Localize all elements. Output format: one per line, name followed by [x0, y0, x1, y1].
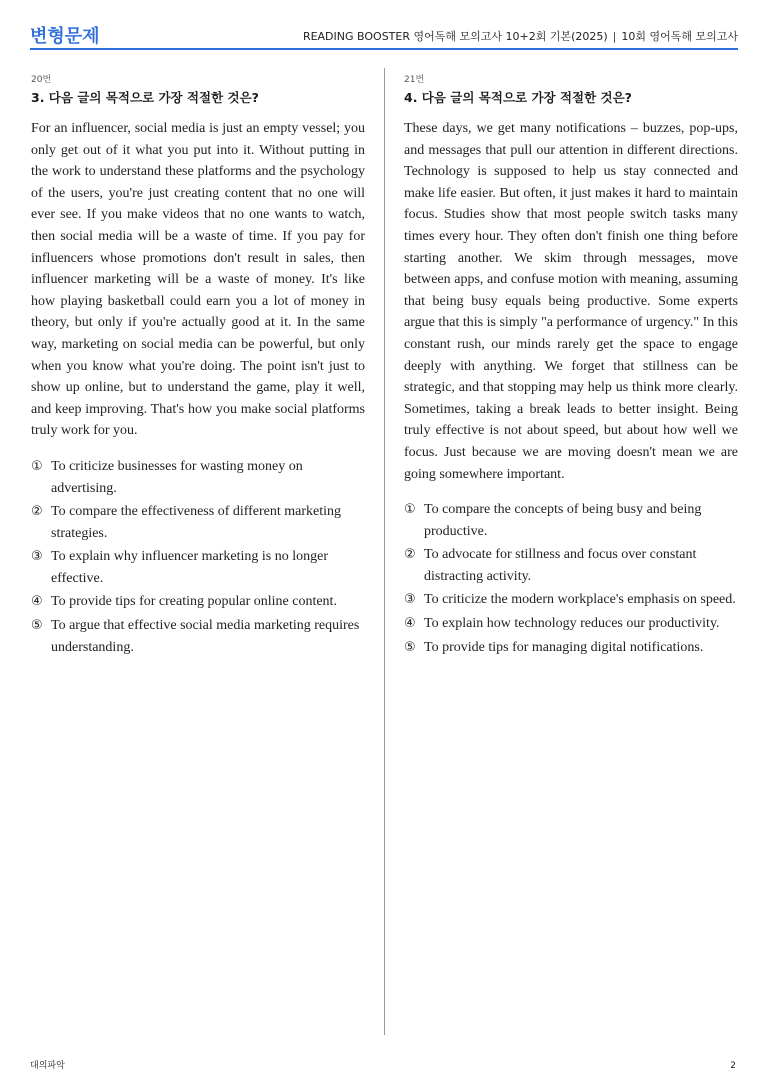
- footer-label: 대의파악: [30, 1061, 65, 1071]
- option-text: To argue that effective social media marketing requires understanding.: [51, 618, 360, 655]
- answer-options: [31, 456, 365, 658]
- option-number: ③: [31, 549, 43, 565]
- option-text: To advocate for stillness and focus over constant distracting activity.: [424, 547, 697, 584]
- option-text: To explain why influencer marketing is no longer effective.: [51, 549, 328, 586]
- question-3: [31, 72, 365, 660]
- option-4[interactable]: [31, 591, 365, 613]
- source-number: 21번: [404, 75, 425, 85]
- option-number: ③: [404, 592, 416, 608]
- page-header: [30, 18, 738, 50]
- option-text: To compare the effectiveness of different marketing strategies.: [51, 504, 342, 541]
- option-number: ⑤: [404, 639, 416, 655]
- column-divider: [384, 68, 385, 1035]
- option-3[interactable]: [404, 589, 738, 611]
- passage: These days, we get many notifications – buzzes, pop-ups, and messages that pull our attention in different directions. Technology is supposed to help us stay connected and make life easier. But often, it just makes it hard to maintain focus. Studies show that most people switch tasks many times every hour. They often don't finish one thing before starting another. We skim through messages, move between apps, and confuse motion with meaning, assuming that being busy equals being productive. Some experts argue that this is simply "a performance of urgency." In this constant rush, our minds rarely get the space to engage deeply with anything. We forget that stillness can be strategic, and that stopping may help us think more clearly. Sometimes, taking a break leads to better insight. Being truly effective is not about speed, but about how well we focus. Just because we are moving doesn't mean we are going somewhere important.: [404, 121, 738, 482]
- option-text: To provide tips for creating popular online content.: [51, 594, 337, 610]
- option-text: To criticize businesses for wasting money on advertising.: [51, 458, 303, 496]
- question-4: [404, 72, 738, 660]
- option-text: To compare the concepts of being busy and being productive.: [424, 502, 702, 539]
- option-number: ⑤: [31, 618, 43, 634]
- brand-title: 변형문제: [30, 26, 100, 47]
- option-number: ④: [31, 594, 43, 610]
- source-number: 20번: [31, 75, 52, 85]
- question-title: 3. 다음 글의 목적으로 가장 적절한 것은?: [31, 90, 259, 105]
- option-number: ①: [404, 502, 416, 518]
- book-title: READING BOOSTER 영어독해 모의고사 10+2회 기본(2025): [302, 30, 608, 43]
- option-number: ②: [404, 547, 416, 563]
- option-1[interactable]: [31, 456, 365, 499]
- question-title: 4. 다음 글의 목적으로 가장 적절한 것은?: [404, 90, 632, 105]
- option-number: ④: [404, 616, 416, 632]
- option-text: To criticize the modern workplace's emphasis on speed.: [424, 592, 736, 608]
- option-3[interactable]: [31, 546, 365, 589]
- option-text: To explain how technology reduces our productivity.: [424, 616, 720, 632]
- option-5[interactable]: [404, 637, 738, 659]
- option-number: ①: [31, 458, 43, 474]
- option-number: ②: [31, 504, 43, 520]
- header-info: [303, 28, 738, 44]
- header-separator: |: [612, 30, 617, 43]
- option-text: To provide tips for managing digital notifications.: [424, 639, 704, 655]
- page-number: 2: [730, 1061, 736, 1071]
- option-5[interactable]: [31, 615, 365, 658]
- passage: For an influencer, social media is just an empty vessel; you only get out of it what you put into it. Without putting in the work to understand these platforms and the psychology of the users, you're just creating content that no one will ever see. If you make videos that no one wants to watch, then social media will be a waste of time. If you pay for influencers whose promotions don't result in sales, then influencer marketing will be a waste of money. It's like how playing basketball could earn you a lot of money in theory, but only if you're actually good at it. In the same way, marketing on social media can be powerful, but only when you know what you're doing. The point isn't just to show up online, but to understand the game, play it well, and keep improving. That's how you make social platforms truly work for you.: [31, 121, 365, 439]
- answer-options: [404, 499, 738, 658]
- option-2[interactable]: [404, 544, 738, 587]
- option-2[interactable]: [31, 501, 365, 544]
- option-1[interactable]: [404, 499, 738, 542]
- section-title: 10회 영어독해 모의고사: [621, 30, 738, 43]
- option-4[interactable]: [404, 613, 738, 635]
